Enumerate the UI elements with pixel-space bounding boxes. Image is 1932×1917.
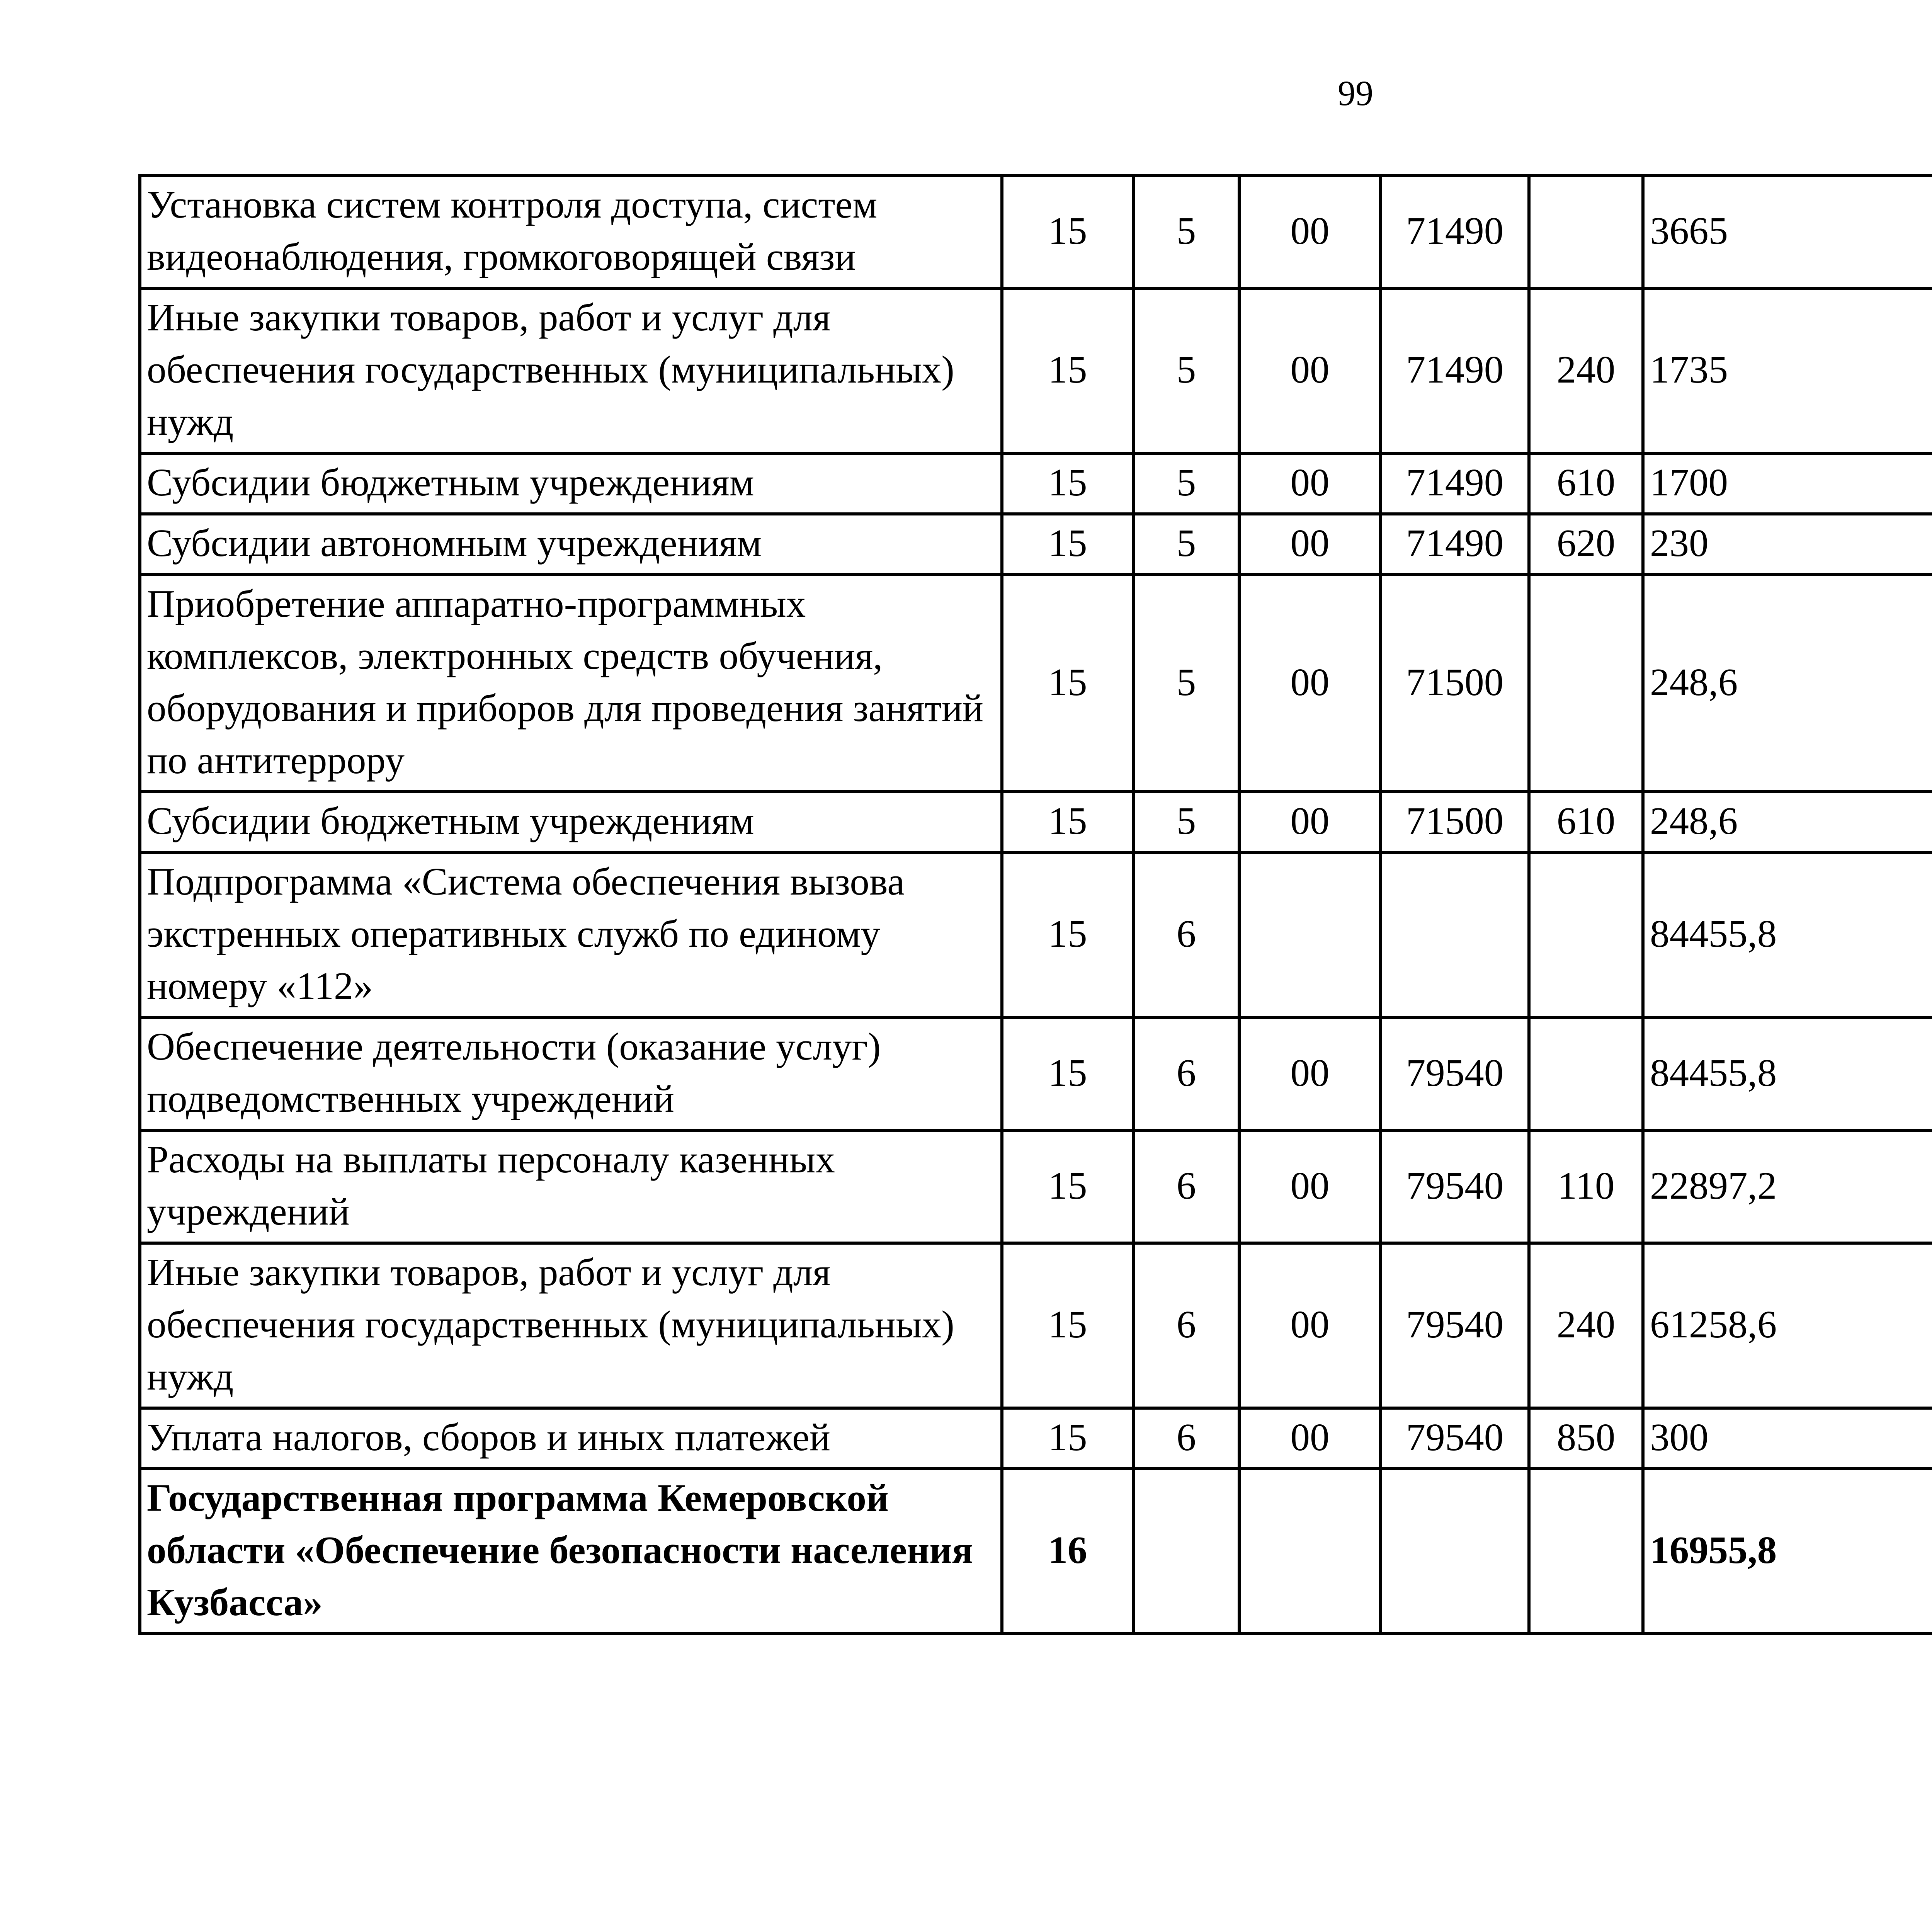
- expense-type-cell: [1529, 852, 1643, 1017]
- subprogram-code-cell: 6: [1133, 1243, 1239, 1408]
- expense-code-cell: [1381, 1469, 1529, 1634]
- row-name-cell: Субсидии бюджетным учреждениям: [140, 792, 1002, 852]
- expense-code-cell: [1381, 852, 1529, 1017]
- subprogram-code-cell: 5: [1133, 453, 1239, 514]
- expense-type-cell: 620: [1529, 514, 1643, 575]
- program-code-cell: 15: [1002, 1017, 1133, 1130]
- row-name-cell: Иные закупки товаров, работ и услуг для обеспечения государственных (муниципальных) нужд: [140, 1243, 1002, 1408]
- program-code-cell: 15: [1002, 1408, 1133, 1469]
- direction-code-cell: 00: [1239, 1130, 1381, 1243]
- direction-code-cell: [1239, 1469, 1381, 1634]
- expense-code-cell: 71490: [1381, 514, 1529, 575]
- amount-year-1-cell: 1735: [1643, 288, 1932, 453]
- row-name-cell: Расходы на выплаты персоналу казенных учреждений: [140, 1130, 1002, 1243]
- row-name-cell: Государственная программа Кемеровской области «Обеспечение безопасности населения Кузбасса»: [140, 1469, 1002, 1634]
- row-name-cell: Уплата налогов, сборов и иных платежей: [140, 1408, 1002, 1469]
- subprogram-code-cell: 5: [1133, 175, 1239, 288]
- budget-table: [138, 174, 1932, 1635]
- table-row: [140, 1408, 1932, 1469]
- expense-type-cell: 110: [1529, 1130, 1643, 1243]
- expense-type-cell: 240: [1529, 1243, 1643, 1408]
- row-name-cell: Субсидии автономным учреждениям: [140, 514, 1002, 575]
- direction-code-cell: [1239, 852, 1381, 1017]
- program-code-cell: 15: [1002, 175, 1133, 288]
- program-code-cell: 15: [1002, 852, 1133, 1017]
- expense-code-cell: 71500: [1381, 575, 1529, 792]
- row-name-cell: Иные закупки товаров, работ и услуг для обеспечения государственных (муниципальных) нужд: [140, 288, 1002, 453]
- direction-code-cell: 00: [1239, 453, 1381, 514]
- direction-code-cell: 00: [1239, 1243, 1381, 1408]
- row-name-cell: Приобретение аппаратно-программных комплексов, электронных средств обучения, оборудования и приборов для проведения занятий по антитеррору: [140, 575, 1002, 792]
- expense-code-cell: 79540: [1381, 1017, 1529, 1130]
- row-name-cell: Обеспечение деятельности (оказание услуг) подведомственных учреждений: [140, 1017, 1002, 1130]
- page-number: 99: [1338, 73, 1373, 113]
- expense-type-cell: 850: [1529, 1408, 1643, 1469]
- direction-code-cell: 00: [1239, 575, 1381, 792]
- direction-code-cell: 00: [1239, 288, 1381, 453]
- row-name-cell: Установка систем контроля доступа, систем видеонаблюдения, громкоговорящей связи: [140, 175, 1002, 288]
- program-code-cell: 15: [1002, 514, 1133, 575]
- subprogram-code-cell: 6: [1133, 1017, 1239, 1130]
- amount-year-1-cell: 300: [1643, 1408, 1932, 1469]
- table-row: [140, 514, 1932, 575]
- table-row: [140, 1130, 1932, 1243]
- direction-code-cell: 00: [1239, 1408, 1381, 1469]
- expense-code-cell: 71490: [1381, 175, 1529, 288]
- direction-code-cell: 00: [1239, 175, 1381, 288]
- table-row: [140, 175, 1932, 288]
- expense-type-cell: [1529, 575, 1643, 792]
- expense-code-cell: 71500: [1381, 792, 1529, 852]
- program-code-cell: 15: [1002, 453, 1133, 514]
- table-row: [140, 1469, 1932, 1634]
- expense-code-cell: 79540: [1381, 1243, 1529, 1408]
- subprogram-code-cell: [1133, 1469, 1239, 1634]
- subprogram-code-cell: 5: [1133, 288, 1239, 453]
- program-code-cell: 15: [1002, 288, 1133, 453]
- row-name-cell: Субсидии бюджетным учреждениям: [140, 453, 1002, 514]
- expense-code-cell: 71490: [1381, 288, 1529, 453]
- table-row: [140, 852, 1932, 1017]
- expense-type-cell: 240: [1529, 288, 1643, 453]
- subprogram-code-cell: 6: [1133, 852, 1239, 1017]
- table-body: [140, 175, 1932, 1634]
- program-code-cell: 15: [1002, 1130, 1133, 1243]
- amount-year-1-cell: 248,6: [1643, 575, 1932, 792]
- amount-year-1-cell: 22897,2: [1643, 1130, 1932, 1243]
- amount-year-1-cell: 248,6: [1643, 792, 1932, 852]
- amount-year-1-cell: 84455,8: [1643, 852, 1932, 1017]
- subprogram-code-cell: 5: [1133, 514, 1239, 575]
- amount-year-1-cell: 1700: [1643, 453, 1932, 514]
- program-code-cell: 15: [1002, 575, 1133, 792]
- direction-code-cell: 00: [1239, 1017, 1381, 1130]
- direction-code-cell: 00: [1239, 792, 1381, 852]
- amount-year-1-cell: 16955,8: [1643, 1469, 1932, 1634]
- table-row: [140, 575, 1932, 792]
- table-row: [140, 1017, 1932, 1130]
- program-code-cell: 15: [1002, 1243, 1133, 1408]
- expense-code-cell: 79540: [1381, 1130, 1529, 1243]
- expense-type-cell: [1529, 1469, 1643, 1634]
- program-code-cell: 16: [1002, 1469, 1133, 1634]
- table-row: [140, 792, 1932, 852]
- program-code-cell: 15: [1002, 792, 1133, 852]
- table-row: [140, 453, 1932, 514]
- direction-code-cell: 00: [1239, 514, 1381, 575]
- subprogram-code-cell: 5: [1133, 792, 1239, 852]
- subprogram-code-cell: 6: [1133, 1408, 1239, 1469]
- row-name-cell: Подпрограмма «Система обеспечения вызова экстренных оперативных служб по единому номеру «112»: [140, 852, 1002, 1017]
- amount-year-1-cell: 3665: [1643, 175, 1932, 288]
- expense-type-cell: 610: [1529, 453, 1643, 514]
- expense-type-cell: 610: [1529, 792, 1643, 852]
- table-row: [140, 1243, 1932, 1408]
- table-row: [140, 288, 1932, 453]
- amount-year-1-cell: 230: [1643, 514, 1932, 575]
- expense-type-cell: [1529, 1017, 1643, 1130]
- expense-code-cell: 71490: [1381, 453, 1529, 514]
- expense-code-cell: 79540: [1381, 1408, 1529, 1469]
- expense-type-cell: [1529, 175, 1643, 288]
- amount-year-1-cell: 61258,6: [1643, 1243, 1932, 1408]
- subprogram-code-cell: 5: [1133, 575, 1239, 792]
- amount-year-1-cell: 84455,8: [1643, 1017, 1932, 1130]
- subprogram-code-cell: 6: [1133, 1130, 1239, 1243]
